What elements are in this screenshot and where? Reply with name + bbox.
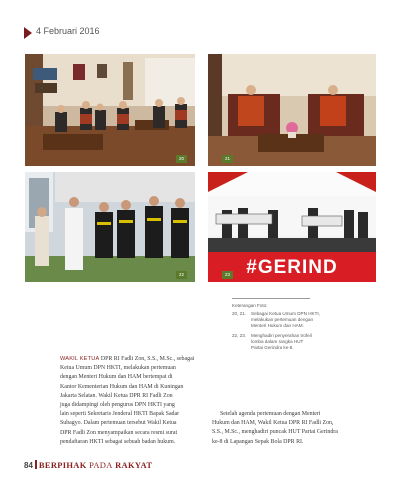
footer-title-c: RAKYAT xyxy=(112,460,153,470)
caption-text xyxy=(251,333,312,351)
article-line: Setelah agenda pertemuan dengan Menteri xyxy=(220,411,321,417)
article-line: WAKIL KETUA DPR RI Fadli Zon, S.S., M.Sc., sebagai xyxy=(60,356,195,362)
caption-text xyxy=(251,311,320,329)
article-right-column xyxy=(212,410,358,447)
article-line: dengan Menteri Hukum dan HAM bertempat di xyxy=(60,374,173,381)
caption-divider xyxy=(232,298,310,299)
photo-number: 23 xyxy=(222,271,233,279)
caption-line: Menteri Hukum dan HAM. xyxy=(251,323,304,328)
page-footer xyxy=(24,455,152,473)
caption-line: Partai Gerindra ke-8. xyxy=(251,345,294,350)
photo-number: 22 xyxy=(176,271,187,279)
caption-line: Menghadiri penyerahan trofeil xyxy=(251,333,312,338)
article-line: pendaftaran HKTI sebagai sebuah badan hukum. xyxy=(60,438,176,445)
article-line: lain seperti Sekretaris Jenderal HKTI Bapak Sadar xyxy=(60,411,180,418)
article-line: Jakarta Selatan. Wakil Ketua DPR RI Fadli Zon xyxy=(60,392,173,399)
photo-number: 21 xyxy=(222,155,233,163)
article-line: ke-8 di Lapangan Sepak Bola DPR RI. xyxy=(212,438,304,445)
article-line: Subagyo. Dalam pertemuan tersebut Wakil Ketua xyxy=(60,420,177,427)
header-date: 4 Februari 2016 xyxy=(36,26,100,36)
caption-line: lomba dalam rangka HUT xyxy=(251,339,304,344)
photo-stage-event xyxy=(208,172,376,282)
caption-heading: Keterangan Foto: xyxy=(232,303,268,308)
article-lead: WAKIL KETUA xyxy=(60,356,100,362)
photo-seated-meeting xyxy=(208,54,376,166)
banner-text: #GERIND xyxy=(246,257,338,278)
article-line: Ketua Umum DPN HKTI, melakukan pertemuan xyxy=(60,365,176,372)
article-line: DPR Fadli Zon menyampaikan secara resmi surat xyxy=(60,429,178,436)
caption-line: Sebagai Ketua Umum DPN HKTI, xyxy=(251,311,320,316)
footer-title-a: BERPIHAK xyxy=(38,460,90,470)
page-number: 84 xyxy=(24,461,33,470)
photo-number: 20 xyxy=(176,155,187,163)
article-left-column xyxy=(60,355,198,447)
caption-numbers: 20, 21. xyxy=(232,311,247,316)
header-arrow-icon xyxy=(24,27,32,39)
footer-title-b: PADA xyxy=(89,460,113,470)
article-line: Hukum dan HAM, Wakil Ketua DPR RI Fadli Zon, xyxy=(212,420,334,427)
footer-divider xyxy=(35,460,37,469)
caption-numbers: 22, 23. xyxy=(232,333,247,338)
article-line: S.S., M.Sc., menghadiri puncak HUT Partai Gerindra xyxy=(212,429,338,436)
article-line: juga didampingi oleh pengurus DPN HKTI yang xyxy=(60,402,175,409)
caption-line: melakukan pertemuan dengan xyxy=(251,317,314,322)
photo-meeting-room xyxy=(25,54,195,166)
photo-medal-ceremony xyxy=(25,172,195,282)
article-line: Kantor Kementerian Hukum dan HAM di Kuningan xyxy=(60,383,184,390)
